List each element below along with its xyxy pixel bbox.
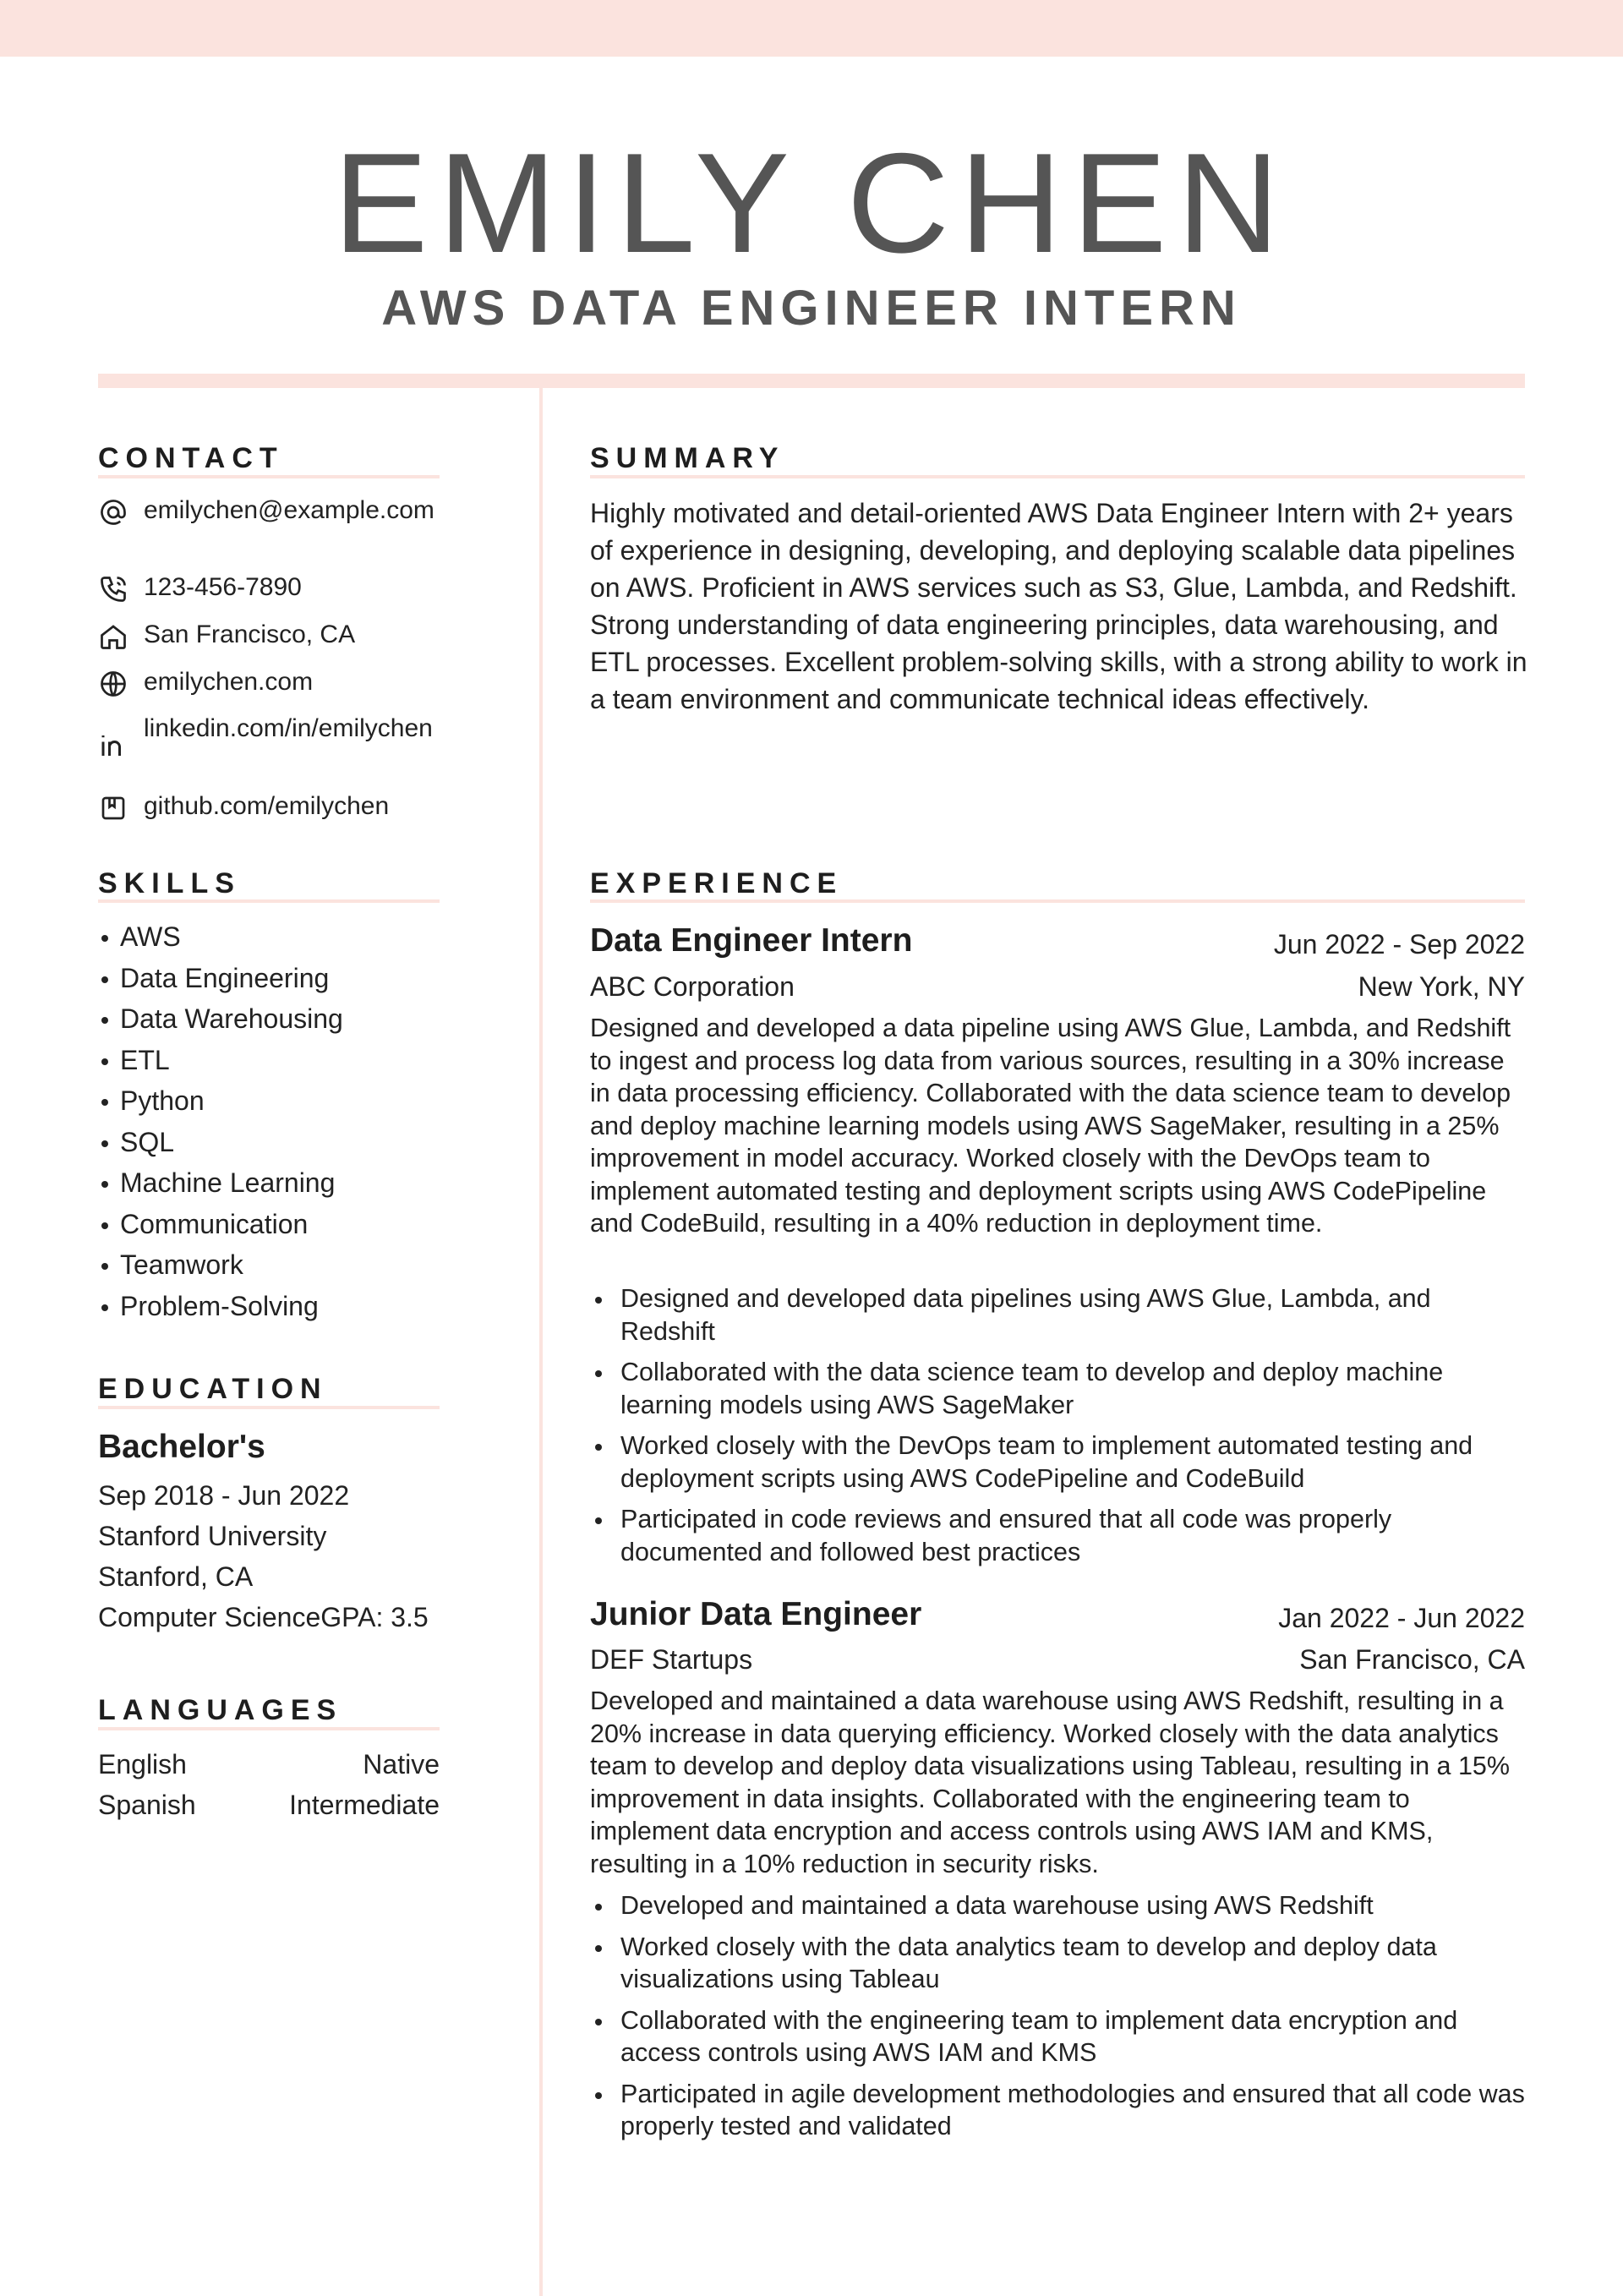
experience-heading-rule bbox=[590, 899, 1525, 903]
contact-linkedin-text: linkedin.com/in/emilychen bbox=[144, 714, 433, 742]
job-location: San Francisco, CA bbox=[1299, 1644, 1525, 1675]
job-description: Designed and developed a data pipeline using AWS Glue, Lambda, and Redshift to ingest and process log data from various sources, resulting in a 30% increase in data processing efficiency. Collaborated with the data science team to develop and deploy machine learning models using AWS SageMaker, resulting in a 25% improvement in model accuracy. Worked closely with the DevOps team to implement automated testing and deployment scripts using AWS CodePipeline and CodeBuild, resulting in a 40% reduction in deployment time. bbox=[590, 1014, 1511, 1238]
language-name: Spanish bbox=[98, 1790, 196, 1820]
skill-item: AWS bbox=[98, 916, 343, 958]
contact-website-text: emilychen.com bbox=[144, 668, 314, 696]
job-bullets bbox=[590, 1889, 1528, 2151]
resume-role: AWS DATA ENGINEER INTERN bbox=[381, 281, 1242, 336]
job-title: Data Engineer Intern bbox=[590, 922, 913, 959]
job-dates: Jun 2022 - Sep 2022 bbox=[1273, 929, 1525, 959]
education-field-gpa: Computer ScienceGPA: 3.5 bbox=[98, 1602, 429, 1632]
skill-item: ETL bbox=[98, 1040, 343, 1081]
job-bullet: Collaborated with the data science team to develop and deploy machine learning models using AWS SageMaker bbox=[590, 1356, 1528, 1421]
skill-item: Python bbox=[98, 1080, 343, 1122]
github-icon bbox=[98, 793, 128, 823]
job-bullets bbox=[590, 1282, 1528, 1577]
language-row bbox=[98, 1785, 440, 1825]
job-bullet: Worked closely with the DevOps team to implement automated testing and deployment scripts using AWS CodePipeline and CodeBuild bbox=[590, 1430, 1528, 1495]
skill-item: Communication bbox=[98, 1204, 343, 1245]
contact-phone[interactable] bbox=[98, 572, 445, 604]
skills-list bbox=[98, 916, 343, 1326]
education-heading: EDUCATION bbox=[98, 1373, 328, 1405]
job-bullet: Participated in code reviews and ensured that all code was properly documented and followed best practices bbox=[590, 1503, 1528, 1568]
home-icon bbox=[98, 621, 128, 652]
linkedin-icon bbox=[98, 730, 128, 761]
education-heading-rule bbox=[98, 1406, 440, 1409]
summary-heading-rule bbox=[590, 475, 1525, 478]
contact-location-text: San Francisco, CA bbox=[144, 620, 356, 648]
globe-icon bbox=[98, 669, 128, 699]
contact-linkedin[interactable] bbox=[98, 713, 445, 761]
contact-email[interactable] bbox=[98, 495, 445, 528]
job-location: New York, NY bbox=[1358, 971, 1525, 1002]
contact-email-text: emilychen@example.com bbox=[144, 496, 434, 524]
job-dates: Jan 2022 - Jun 2022 bbox=[1278, 1603, 1525, 1633]
skill-item: SQL bbox=[98, 1122, 343, 1163]
job-company: DEF Startups bbox=[590, 1644, 753, 1675]
summary-text: Highly motivated and detail-oriented AWS Data Engineer Intern with 2+ years of experience in designing, developing, and deploying scalable data pipelines on AWS. Proficient in AWS services such as S3, Glue, Lambda, and Redshift. Strong understanding of data engineering principles, data warehousing, and ETL processes. Excellent problem-solving skills, with a strong ability to work in a team environment and communicate technical ideas effectively. bbox=[590, 498, 1527, 714]
skill-item: Teamwork bbox=[98, 1244, 343, 1286]
contact-github[interactable] bbox=[98, 791, 445, 823]
language-name: English bbox=[98, 1749, 187, 1779]
job-bullet: Developed and maintained a data warehouse using AWS Redshift bbox=[590, 1889, 1528, 1922]
skill-item: Data Warehousing bbox=[98, 998, 343, 1040]
at-icon bbox=[98, 497, 128, 528]
skills-heading: SKILLS bbox=[98, 867, 241, 899]
education-degree: Bachelor's bbox=[98, 1429, 265, 1465]
contact-website[interactable] bbox=[98, 667, 445, 699]
phone-icon bbox=[98, 574, 128, 604]
education-location: Stanford, CA bbox=[98, 1561, 254, 1592]
contact-github-text: github.com/emilychen bbox=[144, 792, 390, 820]
experience-heading: EXPERIENCE bbox=[590, 867, 844, 899]
contact-heading-rule bbox=[98, 475, 440, 478]
education-school: Stanford University bbox=[98, 1521, 327, 1551]
contact-heading: CONTACT bbox=[98, 442, 284, 474]
skills-heading-rule bbox=[98, 899, 440, 903]
education-dates: Sep 2018 - Jun 2022 bbox=[98, 1480, 350, 1511]
contact-phone-text: 123-456-7890 bbox=[144, 573, 302, 601]
job-bullet: Designed and developed data pipelines using AWS Glue, Lambda, and Redshift bbox=[590, 1282, 1528, 1348]
top-accent-band bbox=[0, 0, 1623, 57]
job-bullet: Participated in agile development methodologies and ensured that all code was properly tested and validated bbox=[590, 2078, 1528, 2143]
contact-location bbox=[98, 620, 445, 652]
language-row bbox=[98, 1744, 440, 1785]
language-level: Intermediate bbox=[289, 1790, 440, 1820]
job-title: Junior Data Engineer bbox=[590, 1596, 922, 1632]
job-description: Developed and maintained a data warehouse using AWS Redshift, resulting in a 20% increase in data querying efficiency. Worked closely with the data analytics team to develop and deploy data visualizations using Tableau, resulting in a 15% improvement in data insights. Collaborated with the engineering team to implement data encryption and access controls using AWS IAM and KMS, resulting in a 10% reduction in security risks. bbox=[590, 1686, 1510, 1878]
summary-heading: SUMMARY bbox=[590, 442, 785, 474]
header-divider bbox=[98, 374, 1525, 388]
skill-item: Data Engineering bbox=[98, 958, 343, 999]
job-company: ABC Corporation bbox=[590, 971, 795, 1002]
languages-heading: LANGUAGES bbox=[98, 1694, 343, 1726]
language-level: Native bbox=[363, 1749, 440, 1779]
skill-item: Problem-Solving bbox=[98, 1286, 343, 1327]
languages-heading-rule bbox=[98, 1727, 440, 1730]
skill-item: Machine Learning bbox=[98, 1162, 343, 1204]
resume-name: EMILY CHEN bbox=[333, 123, 1290, 282]
column-divider bbox=[539, 388, 543, 2296]
job-bullet: Worked closely with the data analytics team to develop and deploy data visualizations using Tableau bbox=[590, 1931, 1528, 1996]
job-bullet: Collaborated with the engineering team to implement data encryption and access controls using AWS IAM and KMS bbox=[590, 2004, 1528, 2069]
